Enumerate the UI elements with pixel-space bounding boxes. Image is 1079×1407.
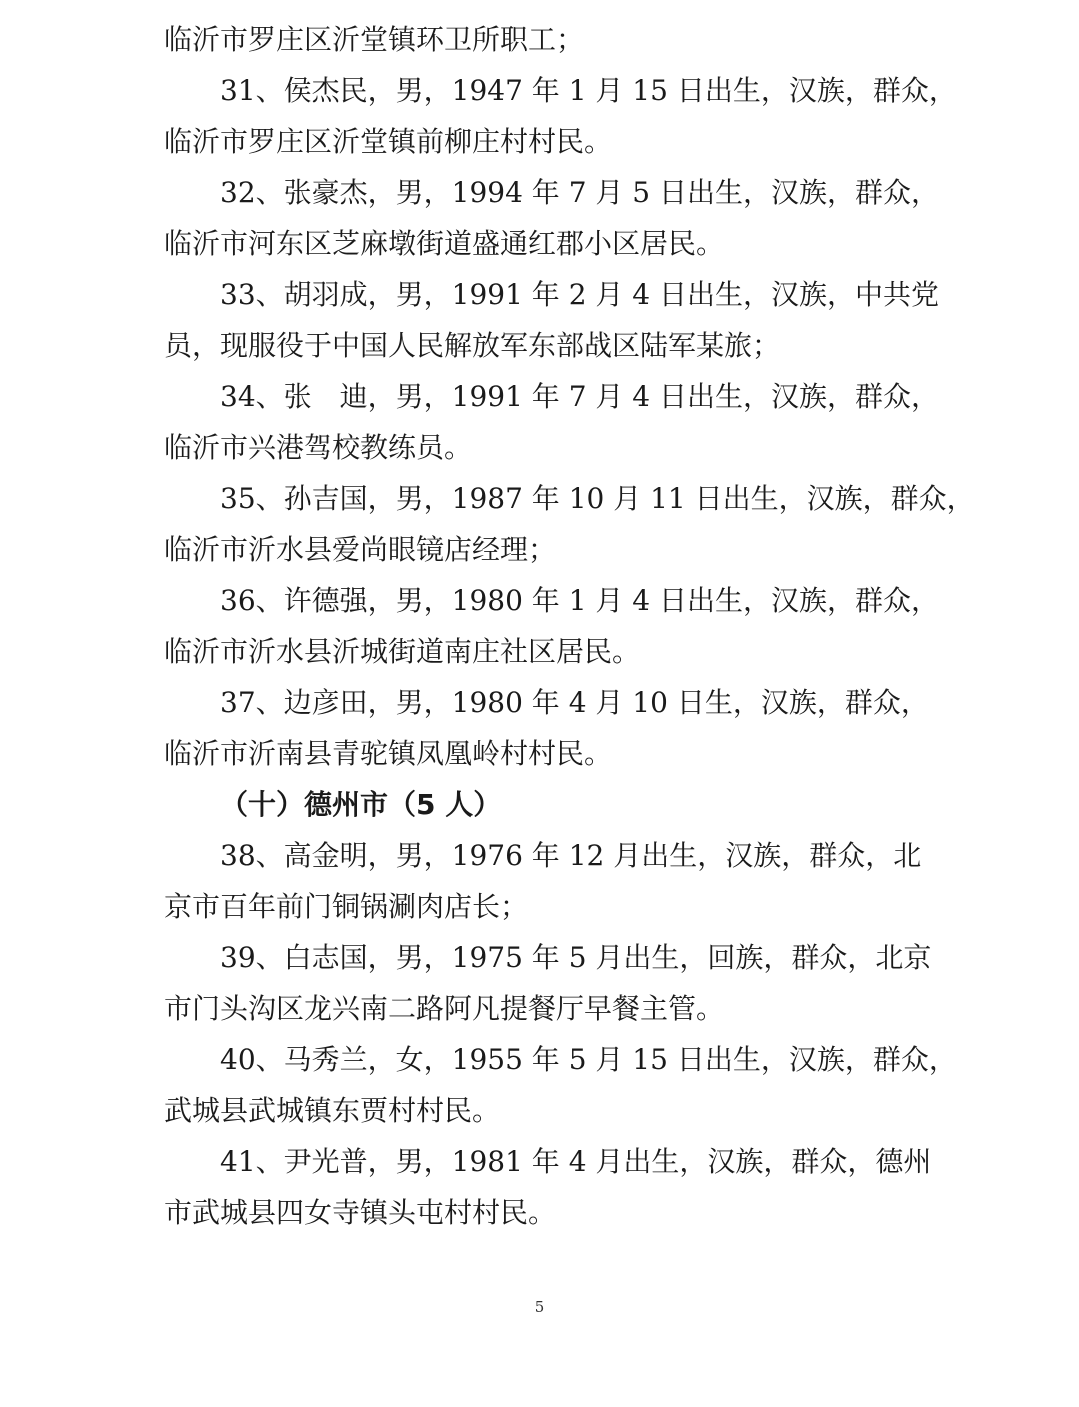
document-body bbox=[164, 14, 975, 1238]
section-heading: （十）德州市（5 人） bbox=[220, 788, 502, 821]
text-line: 临沂市沂水县爱尚眼镜店经理； bbox=[164, 533, 557, 566]
text-line: 市武城县四女寺镇头屯村村民。 bbox=[164, 1196, 557, 1229]
text-line: 武城县武城镇东贾村村民。 bbox=[164, 1094, 501, 1127]
text-line: 41、尹光普，男，1981 年 4 月出生，汉族，群众，德州 bbox=[220, 1145, 932, 1178]
text-line: 40、马秀兰，女，1955 年 5 月 15 日出生，汉族，群众， bbox=[220, 1043, 957, 1076]
text-line: 34、张 迪，男，1991 年 7 月 4 日出生，汉族，群众， bbox=[220, 380, 940, 413]
text-line: 市门头沟区龙兴南二路阿凡提餐厅早餐主管。 bbox=[164, 992, 725, 1025]
text-line: 临沂市沂水县沂城街道南庄社区居民。 bbox=[164, 635, 641, 668]
text-line: 38、高金明，男，1976 年 12 月出生，汉族，群众，北 bbox=[220, 839, 922, 872]
text-line: 32、张豪杰，男，1994 年 7 月 5 日出生，汉族，群众， bbox=[220, 176, 940, 209]
text-line: 临沂市河东区芝麻墩街道盛通红郡小区居民。 bbox=[164, 227, 725, 260]
text-line: 35、孙吉国，男，1987 年 10 月 11 日出生，汉族，群众， bbox=[220, 482, 975, 515]
text-line: 临沂市兴港驾校教练员。 bbox=[164, 431, 473, 464]
text-line: 京市百年前门铜锅涮肉店长； bbox=[164, 890, 529, 923]
text-line: 临沂市沂南县青驼镇凤凰岭村村民。 bbox=[164, 737, 613, 770]
text-line: 31、侯杰民，男，1947 年 1 月 15 日出生，汉族，群众， bbox=[220, 74, 957, 107]
text-line: 员，现服役于中国人民解放军东部战区陆军某旅； bbox=[164, 329, 781, 362]
text-line: 36、许德强，男，1980 年 1 月 4 日出生，汉族，群众， bbox=[220, 584, 940, 617]
text-line: 39、白志国，男，1975 年 5 月出生，回族，群众，北京 bbox=[220, 941, 932, 974]
page-number: 5 bbox=[534, 1298, 545, 1316]
text-line: 临沂市罗庄区沂堂镇环卫所职工； bbox=[164, 23, 585, 56]
text-line: 37、边彦田，男，1980 年 4 月 10 日生，汉族，群众， bbox=[220, 686, 929, 719]
text-line: 临沂市罗庄区沂堂镇前柳庄村村民。 bbox=[164, 125, 613, 158]
text-line: 33、胡羽成，男，1991 年 2 月 4 日出生，汉族，中共党 bbox=[220, 278, 940, 311]
